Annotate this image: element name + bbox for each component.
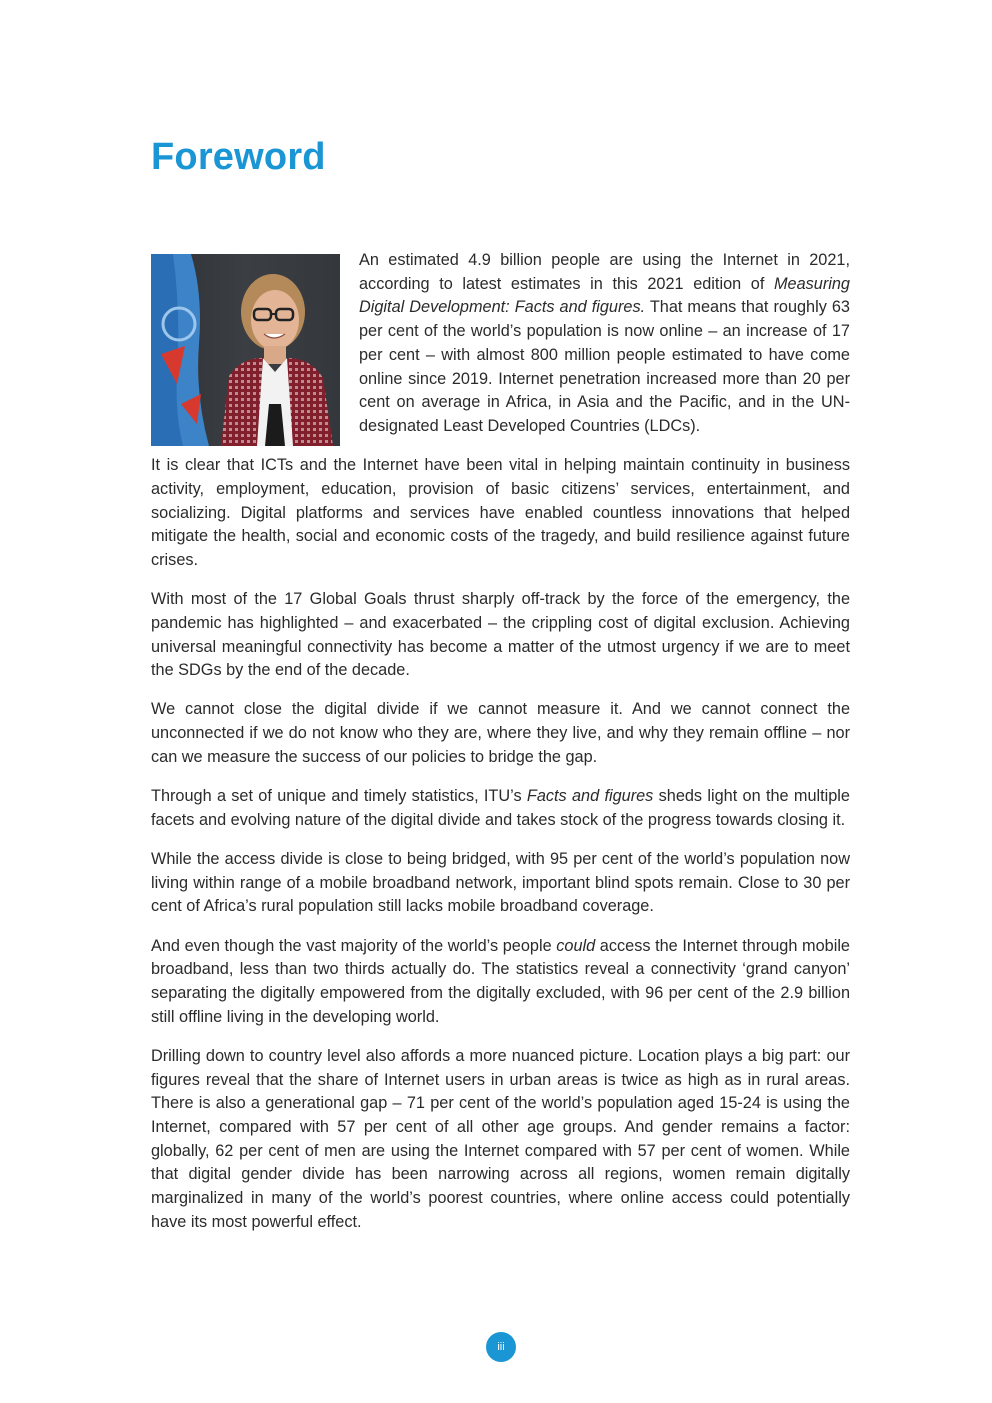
paragraph-5-text-b: sheds light on the multiple facets and evolving nature of the digital divide and takes stock of the progress towards closing it. [151,787,850,829]
portrait-illustration [151,254,340,446]
foreword-body [151,249,850,1250]
paragraph-7-text-b: access the Internet through mobile broadband, less than two thirds actually do. The statistics reveal a connectivity ‘grand canyon’ separating the digitally empowered from the digitally excluded, with 96 per cent of the 2.9 billion still offline living in the developing world. [151,936,850,1026]
publication-name: Facts and figures [526,787,654,806]
paragraph-1-text-a: An estimated 4.9 billion people are using the Internet in 2021, according to latest estimates in this 2021 edition of [359,251,850,293]
paragraph-1-text-b: That means that roughly 63 per cent of the world’s population is now online – an increase of 17 per cent – with almost 800 million people estimated to have come online since 2019. Internet penetration increased more than 20 per cent on average in Africa, in Asia and the Pacific, and in the UN-designated Least Developed Countries (LDCs). [359,298,850,435]
portrait-photo [151,254,340,446]
paragraph-4: We cannot close the digital divide if we cannot measure it. And we cannot connect the unconnected if we do not know who they are, where they live, and why they remain offline – nor can we measure the success of our policies to bridge the gap. [151,700,850,766]
paragraph-5-text-a: Through a set of unique and timely statistics, ITU’s [151,787,527,806]
page-title: Foreword [151,136,326,178]
emphasis-word: could [556,936,596,955]
page-number-badge: iii [486,1332,516,1362]
paragraph-3: With most of the 17 Global Goals thrust sharply off-track by the force of the emergency, the pandemic has highlighted – and exacerbated – the crippling cost of digital exclusion. Achieving universal meaningful connectivity has become a matter of the utmost urgency if we are to meet the SDGs by the end of the decade. [151,590,850,680]
paragraph-7-text-a: And even though the vast majority of the world’s people [151,936,557,955]
paragraph-8: Drilling down to country level also affords a more nuanced picture. Location plays a big part: our figures reveal that the share of Internet users in urban areas is twice as high as in rural areas. There is also a generational gap – 71 per cent of the world’s population aged 15-24 is using the Internet, compared with 57 per cent of all other age groups. And gender remains a factor: globally, 62 per cent of men are using the Internet compared with 57 per cent of women. While that digital gender divide has been narrowing across all regions, women remain digitally marginalized in many of the world’s poorest countries, where online access could potentially have its most powerful effect. [151,1046,850,1231]
paragraph-2: It is clear that ICTs and the Internet have been vital in helping maintain continuity in business activity, employment, education, provision of basic citizens’ services, entertainment, and socializing. Digital platforms and services have enabled countless innovations that helped mitigate the health, social and economic costs of the tragedy, and build resilience against future crises. [151,456,850,569]
paragraph-5 [151,785,850,832]
paragraph-6: While the access divide is close to being bridged, with 95 per cent of the world’s population now living within range of a mobile broadband network, important blind spots remain. Close to 30 per cent of Africa’s rural population still lacks mobile broadband coverage. [151,849,850,916]
paragraph-7 [151,935,850,1030]
publication-title: Measuring Digital Development: Facts and figures. [359,274,850,317]
